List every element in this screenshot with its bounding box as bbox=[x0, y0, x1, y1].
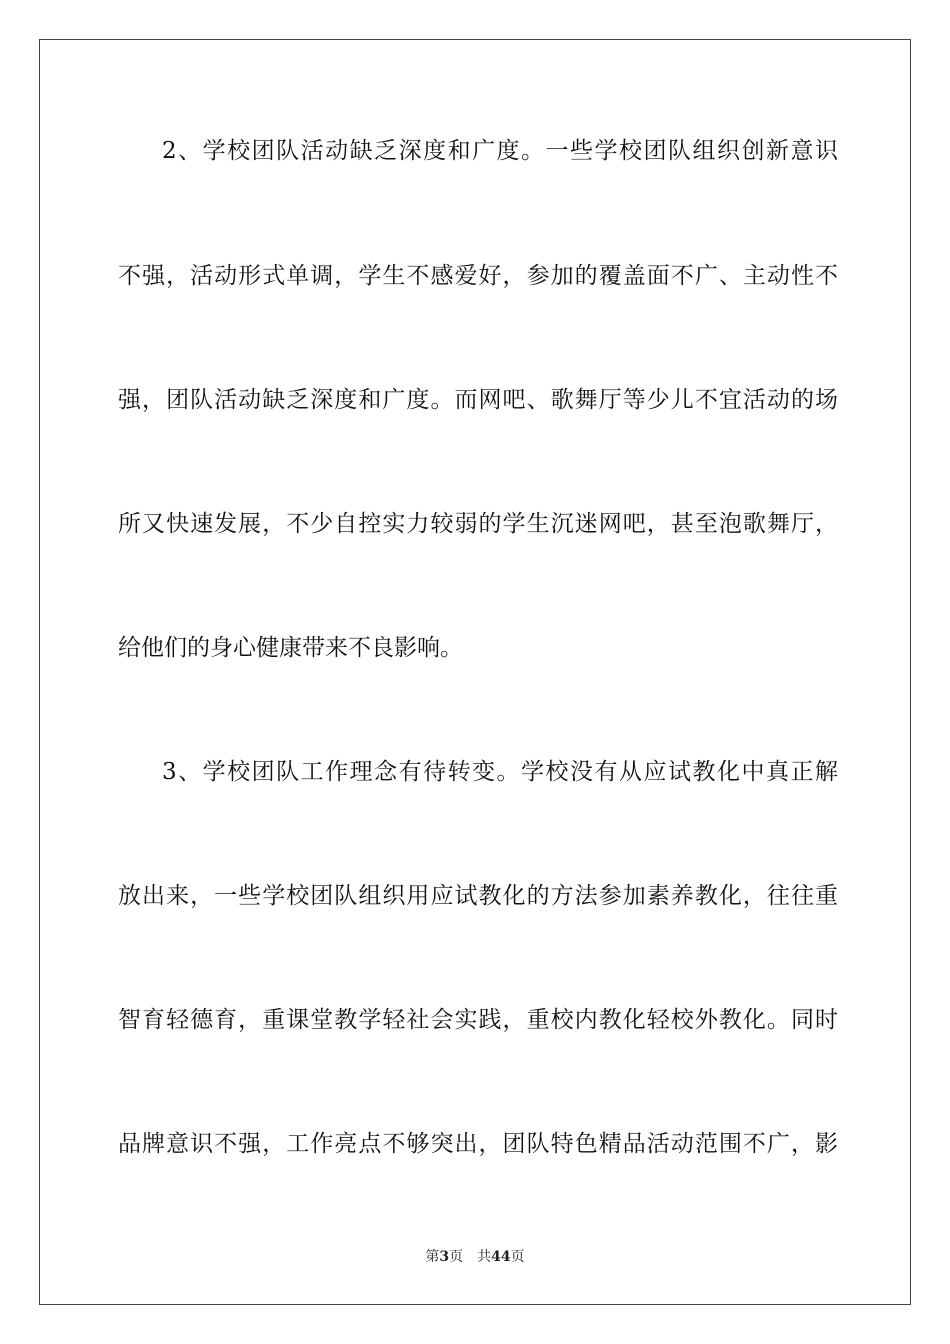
page-footer bbox=[0, 1248, 950, 1266]
paragraph-2-line-5: 给他们的身心健康带来不良影响。 bbox=[118, 635, 463, 661]
paragraph-3-line-3: 智育轻德育，重课堂教学轻社会实践，重校内教化轻校外教化。同时 bbox=[118, 1007, 838, 1033]
footer-total-prefix: 共 bbox=[477, 1249, 492, 1265]
footer-total-pages: 44 bbox=[491, 1249, 511, 1265]
paragraph-3-line-1: 3、学校团队工作理念有待转变。学校没有从应试教化中真正解 bbox=[162, 759, 838, 785]
paragraph-2-line-4: 所又快速发展，不少自控实力较弱的学生沉迷网吧，甚至泡歌舞厅， bbox=[118, 511, 838, 537]
paragraph-2-line-3: 强，团队活动缺乏深度和广度。而网吧、歌舞厅等少儿不宜活动的场 bbox=[118, 387, 838, 413]
footer-total-suffix: 页 bbox=[510, 1249, 525, 1265]
page-border bbox=[39, 39, 911, 1305]
footer-page-prefix: 第 bbox=[425, 1249, 440, 1265]
footer-page-suffix: 页 bbox=[449, 1249, 464, 1265]
paragraph-2-line-1: 2、学校团队活动缺乏深度和广度。一些学校团队组织创新意识 bbox=[162, 138, 838, 164]
footer-page-number: 3 bbox=[439, 1249, 450, 1265]
paragraph-3-line-2: 放出来，一些学校团队组织用应试教化的方法参加素养教化，往往重 bbox=[118, 883, 838, 909]
paragraph-3-line-4: 品牌意识不强，工作亮点不够突出，团队特色精品活动范围不广，影 bbox=[118, 1131, 838, 1157]
paragraph-2-line-2: 不强，活动形式单调，学生不感爱好，参加的覆盖面不广、主动性不 bbox=[118, 263, 838, 289]
